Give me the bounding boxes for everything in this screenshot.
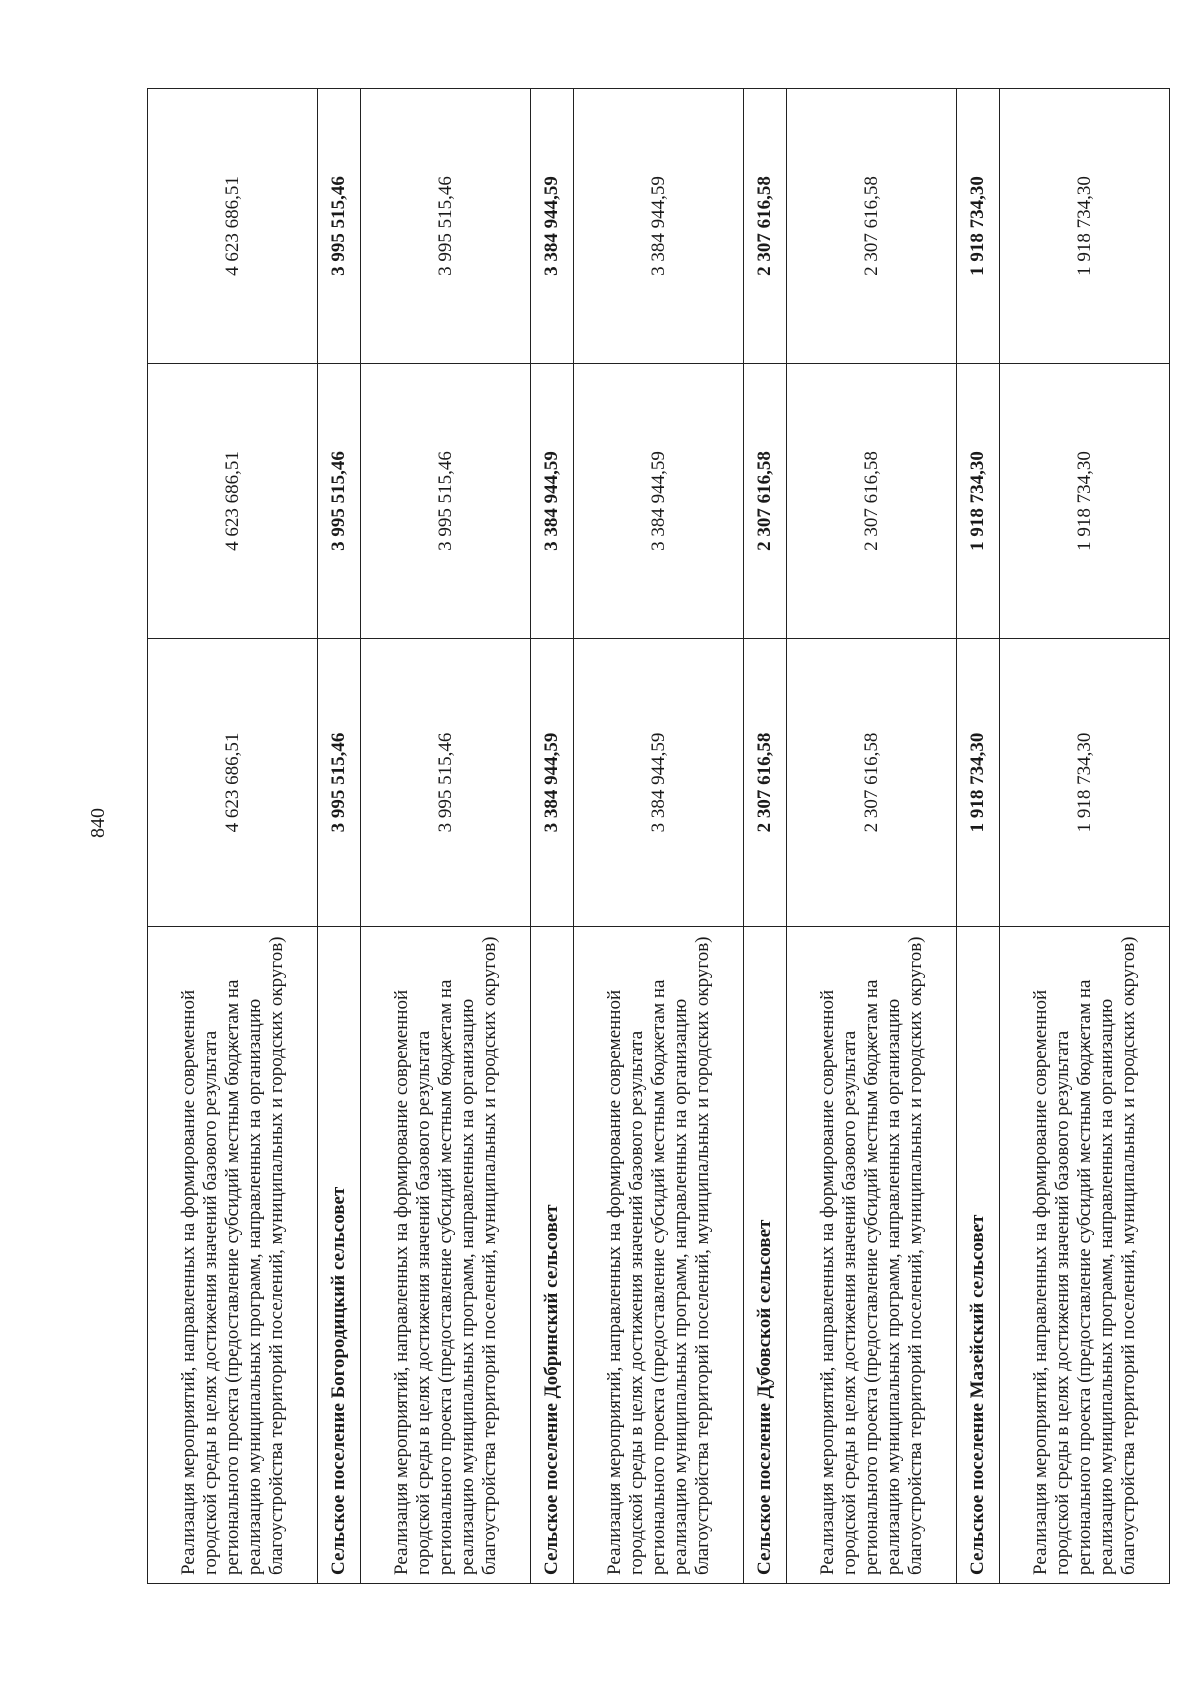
- amount-cell-3: 1 918 734,30: [1000, 89, 1170, 364]
- amount-cell-1: 3 995 515,46: [361, 639, 531, 927]
- amount-cell-2: 1 918 734,30: [1000, 364, 1170, 639]
- amount-cell-2: 2 307 616,58: [744, 364, 787, 639]
- amount-cell-1: 1 918 734,30: [957, 639, 1000, 927]
- amount-cell-3: 2 307 616,58: [744, 89, 787, 364]
- amount-cell-3: 3 384 944,59: [574, 89, 744, 364]
- settlement-row: [957, 89, 1000, 1584]
- amount-cell-2: 1 918 734,30: [957, 364, 1000, 639]
- activity-description: Реализация мероприятий, направленных на формирование современной городской среды в целях достижения значений базового результата регионального проекта (предоставление субсидий местным бюджетам на реализацию муниципальных программ, направленных на организацию благоустройства территорий поселений, муниципальных и городских округов): [148, 927, 318, 1584]
- amount-cell-1: 3 995 515,46: [318, 639, 361, 927]
- settlement-name: Сельское поселение Богородицкий сельсовет: [318, 927, 361, 1584]
- settlement-row: [531, 89, 574, 1584]
- activity-row: [787, 89, 957, 1584]
- settlement-name: Сельское поселение Мазейский сельсовет: [957, 927, 1000, 1584]
- amount-cell-3: 4 623 686,51: [148, 89, 318, 364]
- settlement-name: Сельское поселение Дубовской сельсовет: [744, 927, 787, 1584]
- activity-description: Реализация мероприятий, направленных на формирование современной городской среды в целях достижения значений базового результата регионального проекта (предоставление субсидий местным бюджетам на реализацию муниципальных программ, направленных на организацию благоустройства территорий поселений, муниципальных и городских округов): [1000, 927, 1170, 1584]
- activity-description: Реализация мероприятий, направленных на формирование современной городской среды в целях достижения значений базового результата регионального проекта (предоставление субсидий местным бюджетам на реализацию муниципальных программ, направленных на организацию благоустройства территорий поселений, муниципальных и городских округов): [574, 927, 744, 1584]
- settlement-row: [744, 89, 787, 1584]
- amount-cell-3: 3 384 944,59: [531, 89, 574, 364]
- budget-table-body: [148, 89, 1170, 1584]
- amount-cell-3: 1 918 734,30: [957, 89, 1000, 364]
- amount-cell-3: 3 995 515,46: [361, 89, 531, 364]
- budget-table: [147, 88, 1170, 1584]
- activity-row: [1000, 89, 1170, 1584]
- activity-row: [361, 89, 531, 1584]
- amount-cell-2: 3 995 515,46: [318, 364, 361, 639]
- amount-cell-2: 3 384 944,59: [531, 364, 574, 639]
- amount-cell-2: 2 307 616,58: [787, 364, 957, 639]
- amount-cell-2: 3 995 515,46: [361, 364, 531, 639]
- amount-cell-2: 4 623 686,51: [148, 364, 318, 639]
- amount-cell-1: 2 307 616,58: [744, 639, 787, 927]
- amount-cell-1: 2 307 616,58: [787, 639, 957, 927]
- amount-cell-1: 1 918 734,30: [1000, 639, 1170, 927]
- amount-cell-3: 2 307 616,58: [787, 89, 957, 364]
- activity-row: [148, 89, 318, 1584]
- amount-cell-1: 4 623 686,51: [148, 639, 318, 927]
- settlement-name: Сельское поселение Добринский сельсовет: [531, 927, 574, 1584]
- activity-description: Реализация мероприятий, направленных на формирование современной городской среды в целях достижения значений базового результата регионального проекта (предоставление субсидий местным бюджетам на реализацию муниципальных программ, направленных на организацию благоустройства территорий поселений, муниципальных и городских округов): [787, 927, 957, 1584]
- page-number: 840: [87, 808, 109, 838]
- activity-description: Реализация мероприятий, направленных на формирование современной городской среды в целях достижения значений базового результата регионального проекта (предоставление субсидий местным бюджетам на реализацию муниципальных программ, направленных на организацию благоустройства территорий поселений, муниципальных и городских округов): [361, 927, 531, 1584]
- amount-cell-2: 3 384 944,59: [574, 364, 744, 639]
- activity-row: [574, 89, 744, 1584]
- amount-cell-1: 3 384 944,59: [531, 639, 574, 927]
- rotated-table-frame: [147, 89, 1139, 1584]
- settlement-row: [318, 89, 361, 1584]
- amount-cell-1: 3 384 944,59: [574, 639, 744, 927]
- budget-table-container: [147, 89, 1139, 1584]
- amount-cell-3: 3 995 515,46: [318, 89, 361, 364]
